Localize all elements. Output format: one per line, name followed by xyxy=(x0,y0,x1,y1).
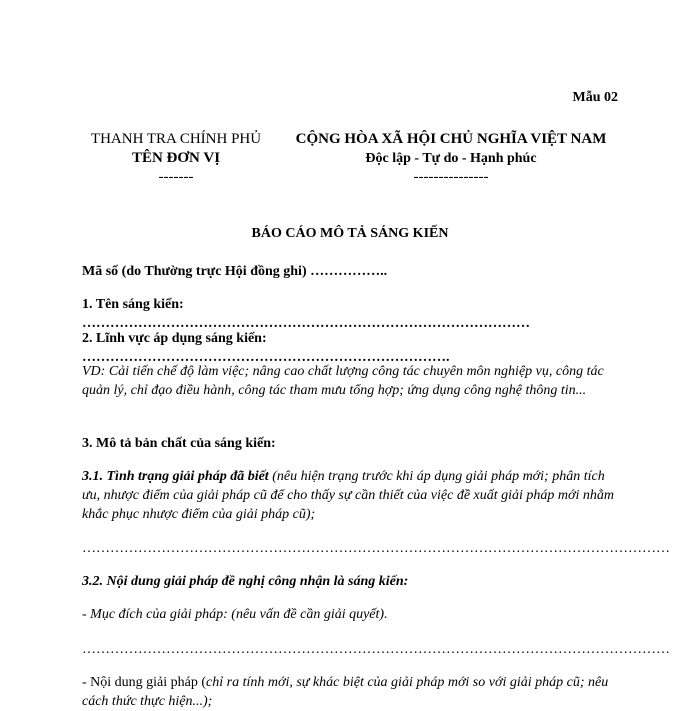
fill-line-1: ……………………………………………………………………………………………………………… xyxy=(82,541,670,556)
item-3-heading: 3. Mô tả bản chất của sáng kiến: xyxy=(82,436,276,451)
unit-name: TÊN ĐƠN VỊ xyxy=(131,150,221,166)
motto-rule: --------------- xyxy=(413,169,489,185)
item-3-1-note: (nêu hiện trạng trước khi áp dụng giải pháp mới; phân tích ưu, nhược điểm của giải pháp cũ để cho thấy sự cần thiết của việc đề xuất giải pháp mới nhằm khắc phục nhược điểm của giải pháp cũ); xyxy=(82,469,615,522)
form-code: Mẫu 02 xyxy=(572,90,618,105)
agency-name: THANH TRA CHÍNH PHỦ xyxy=(90,131,262,147)
item-3-2-heading: 3.2. Nội dung giải pháp đề nghị công nhận là sáng kiến: xyxy=(82,574,409,589)
national-header xyxy=(288,130,614,187)
agency-rule: ------- xyxy=(158,169,194,185)
purpose-line: - Mục đích của giải pháp: (nêu vấn đề cần giải quyết). xyxy=(82,607,388,622)
content-paragraph xyxy=(82,673,618,711)
code-line: Mã số (do Thường trực Hội đồng ghi) …………….. xyxy=(82,264,388,279)
item-1-name: 1. Tên sáng kiến: …………………………………………………………………………………… xyxy=(82,297,530,331)
item-3-1-heading: 3.1. Tình trạng giải pháp đã biết xyxy=(82,469,269,484)
agency-header xyxy=(78,130,274,187)
content-note: chỉ ra tính mới, sự khác biệt của giải pháp mới so với giải pháp cũ; nêu cách thức thực hiện...); xyxy=(82,675,609,709)
content-lead: - Nội dung giải pháp ( xyxy=(82,675,207,690)
fill-line-2: ……………………………………………………………………………………………………………… xyxy=(82,642,670,657)
item-2-field: 2. Lĩnh vực áp dụng sáng kiến: ……………………………………………………………………. xyxy=(82,331,450,365)
field-example: VD: Cải tiến chế độ làm việc; nâng cao chất lượng công tác chuyên môn nghiệp vụ, công tác quản lý, chỉ đạo điều hành, công tác tham mưu tổng hợp; ứng dụng công nghệ thông tin... xyxy=(82,364,604,398)
item-3-1-paragraph xyxy=(82,467,618,524)
national-motto: Độc lập - Tự do - Hạnh phúc xyxy=(365,151,537,166)
country-name: CỘNG HÒA XÃ HỘI CHỦ NGHĨA VIỆT NAM xyxy=(295,131,607,147)
document-title: BÁO CÁO MÔ TẢ SÁNG KIẾN xyxy=(251,226,449,241)
